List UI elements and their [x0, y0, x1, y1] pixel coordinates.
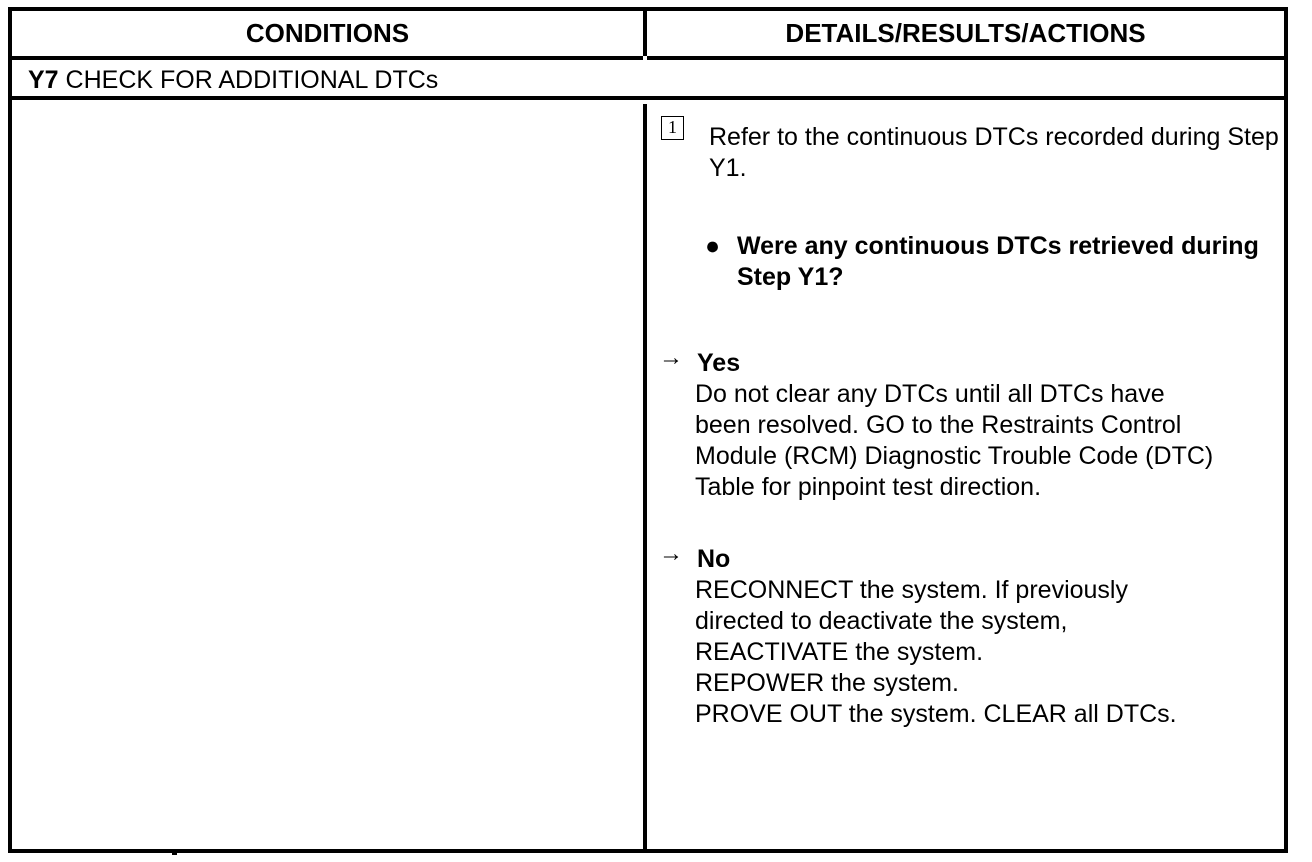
yes-text [695, 379, 1280, 503]
no-line: REACTIVATE the system. [695, 638, 984, 666]
details-cell [647, 104, 1284, 849]
no-line: RECONNECT the system. If previously [695, 576, 1128, 604]
conditions-header: CONDITIONS [12, 11, 643, 60]
no-line: PROVE OUT the system. CLEAR all DTCs. [695, 700, 1177, 728]
details-header: DETAILS/RESULTS/ACTIONS [647, 11, 1284, 60]
page-mark [172, 853, 177, 855]
right-arrow-icon: → [659, 540, 683, 567]
step-number-box: 1 [661, 116, 684, 140]
instruction-text: Refer to the continuous DTCs recorded during Step Y1. [709, 123, 1279, 182]
diagnostic-table [8, 7, 1288, 853]
right-arrow-icon: → [659, 344, 683, 371]
bullet-icon: ● [705, 232, 721, 260]
no-label: No [697, 545, 731, 573]
yes-label: Yes [697, 349, 741, 377]
no-line: REPOWER the system. [695, 669, 959, 697]
step-id: Y7 [28, 66, 59, 94]
step-title-row [12, 60, 1284, 100]
no-text [695, 575, 1280, 730]
no-line: directed to deactivate the system, [695, 607, 1068, 635]
yes-line: Module (RCM) Diagnostic Trouble Code (DTC) [695, 442, 1214, 470]
question-bullet [705, 231, 1297, 293]
yes-line: been resolved. GO to the Restraints Control [695, 411, 1182, 439]
yes-line: Table for pinpoint test direction. [695, 473, 1042, 501]
question-text: Were any continuous DTCs retrieved during Step Y1? [737, 232, 1259, 291]
yes-line: Do not clear any DTCs until all DTCs have [695, 380, 1165, 408]
step-title: CHECK FOR ADDITIONAL DTCs [65, 66, 439, 94]
